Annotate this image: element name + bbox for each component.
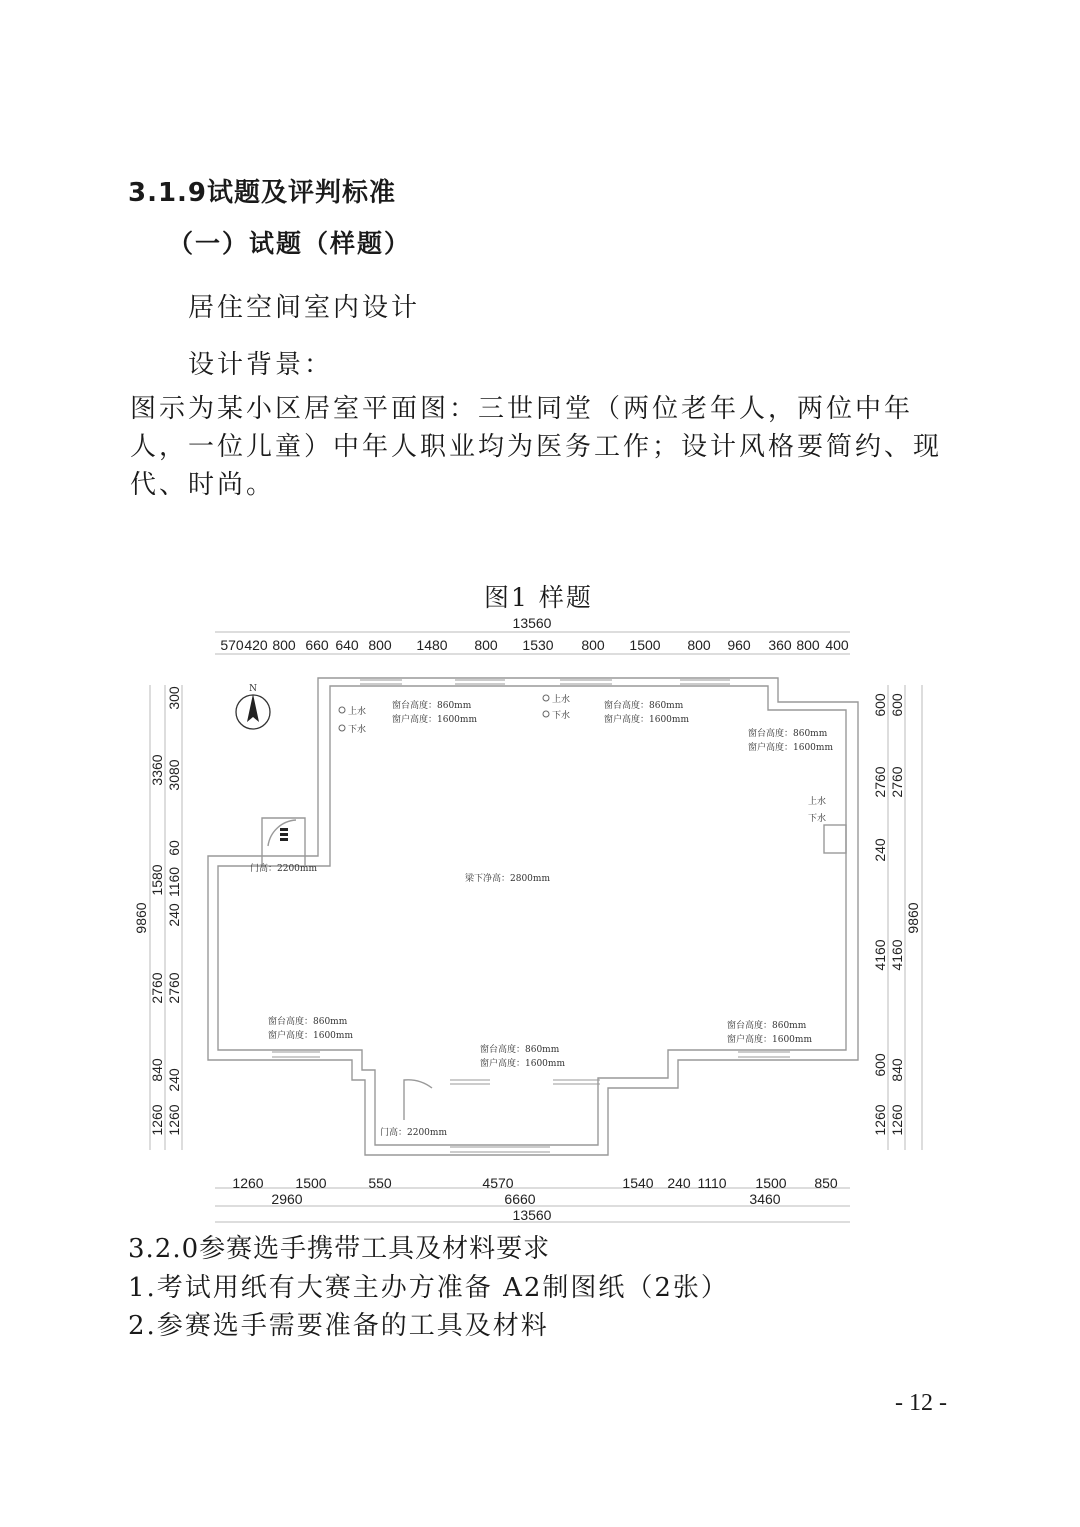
north-label: N: [249, 684, 257, 694]
water-up-note: 上水: [348, 707, 367, 717]
top-dim: 800: [272, 637, 296, 653]
notes: [250, 693, 833, 1138]
bottom-dim: 850: [814, 1175, 838, 1191]
top-dims: [220, 637, 849, 653]
top-dim: 570: [220, 637, 244, 653]
left-inner-dim: 60: [166, 840, 182, 856]
sill-note: 窗台高度：860mm: [268, 1017, 348, 1027]
window-note: 窗户高度：1600mm: [748, 743, 833, 753]
right-inner-dim: 600: [872, 693, 888, 717]
right-inner-dim: 2760: [872, 766, 888, 798]
top-dim: 1500: [629, 637, 661, 653]
right-total-dim: 9860: [905, 902, 921, 934]
right-outer-dim: 2760: [889, 766, 905, 798]
bottom-dim: 1110: [697, 1175, 727, 1191]
figure-caption: 图1 样题: [484, 583, 593, 612]
bottom-dims: [232, 1175, 837, 1223]
left-outer-dim: 3360: [149, 754, 165, 786]
water-down-note: 下水: [552, 711, 571, 721]
right-outer-dim: 840: [889, 1058, 905, 1082]
floor-plan: [0, 610, 1080, 1225]
bottom-sub-dim: 2960: [271, 1191, 303, 1207]
section2-title: 3.2.0参赛选手携带工具及材料要求: [128, 1234, 551, 1264]
sill-note: 窗台高度：860mm: [480, 1045, 560, 1055]
bottom-sub-dim: 3460: [749, 1191, 781, 1207]
right-inner-dim: 4160: [872, 939, 888, 971]
sill-note: 窗台高度：860mm: [604, 701, 684, 711]
top-dim: 360: [768, 637, 792, 653]
bottom-sub-dim: 6660: [504, 1191, 536, 1207]
top-dim: 660: [305, 637, 329, 653]
water-down-note: 下水: [348, 725, 367, 735]
right-shaft: [824, 825, 846, 853]
beam-note: 梁下净高：2800mm: [465, 874, 550, 884]
water-up-note: 上水: [808, 797, 827, 807]
top-dim: 420: [244, 637, 268, 653]
left-inner-dim: 1260: [166, 1104, 182, 1136]
top-dim: 800: [687, 637, 711, 653]
window-note: 窗户高度：1600mm: [268, 1031, 353, 1041]
bottom-dim: 550: [368, 1175, 392, 1191]
top-total-dim: 13560: [512, 615, 552, 631]
stair-icon: [280, 828, 288, 841]
right-inner-dim: 240: [872, 838, 888, 862]
left-outer-dim: 1580: [149, 864, 165, 896]
task-name: 居住空间室内设计: [188, 293, 421, 323]
bottom-total-dim: 13560: [512, 1207, 552, 1223]
left-outer-dim: 2760: [149, 972, 165, 1004]
top-dim: 800: [368, 637, 392, 653]
right-inner-dim: 1260: [872, 1104, 888, 1136]
right-outer-dim: 1260: [889, 1104, 905, 1136]
top-dim: 800: [581, 637, 605, 653]
top-dim: 1530: [522, 637, 554, 653]
bottom-dim: 1260: [232, 1175, 264, 1191]
top-dim: 960: [727, 637, 751, 653]
top-dim: 400: [825, 637, 849, 653]
bottom-dim: 1500: [295, 1175, 327, 1191]
bottom-dim: 240: [667, 1175, 691, 1191]
left-outer-dim: 1260: [149, 1104, 165, 1136]
bottom-door-arc: [404, 1080, 432, 1120]
subsection-title: （一）试题（样题）: [168, 229, 412, 258]
left-inner-dim: 3080: [166, 759, 182, 791]
left-outer-dim: 840: [149, 1058, 165, 1082]
left-inner-dim: 240: [166, 903, 182, 927]
left-inner-dim: 2760: [166, 972, 182, 1004]
sill-note: 窗台高度：860mm: [727, 1021, 807, 1031]
section-title: 3.1.9试题及评判标准: [128, 178, 397, 208]
list-item-2: 2.参赛选手需要准备的工具及材料: [128, 1311, 549, 1341]
sill-note: 窗台高度：860mm: [392, 701, 472, 711]
door-note: 门高：2200mm: [380, 1128, 447, 1138]
bottom-dim: 1540: [622, 1175, 654, 1191]
background-text: 图示为某小区居室平面图：三世同堂（两位老年人，两位中年 人，一位儿童）中年人职业均为医务工作；设计风格要简约、现代、时尚。: [130, 394, 943, 500]
window-note: 窗户高度：1600mm: [604, 715, 689, 725]
bottom-dim: 1500: [755, 1175, 787, 1191]
window-note: 窗户高度：1600mm: [392, 715, 477, 725]
top-dim: 640: [335, 637, 359, 653]
right-outer-dim: 600: [889, 693, 905, 717]
right-outer-dim: 4160: [889, 939, 905, 971]
window-note: 窗户高度：1600mm: [480, 1059, 565, 1069]
window-note: 窗户高度：1600mm: [727, 1035, 812, 1045]
left-inner-dim: 240: [166, 1068, 182, 1092]
sill-note: 窗台高度：860mm: [748, 729, 828, 739]
right-inner-dim: 600: [872, 1053, 888, 1077]
bottom-dim: 4570: [482, 1175, 514, 1191]
top-dim: 800: [474, 637, 498, 653]
top-dim: 1480: [416, 637, 448, 653]
inner-wall: [218, 686, 846, 1145]
background-label: 设计背景：: [188, 350, 334, 380]
top-windows: [360, 680, 730, 684]
door-note: 门高：2200mm: [250, 864, 317, 874]
list-item-1: 1.考试用纸有大赛主办方准备 A2制图纸（2张）: [128, 1273, 729, 1303]
left-total-dim: 9860: [133, 902, 149, 934]
left-inner-dim: 300: [166, 686, 182, 710]
left-inner-dim: 1160: [166, 866, 182, 898]
water-up-note: 上水: [552, 695, 571, 705]
north-arrow-icon: [236, 684, 270, 729]
water-down-note: 下水: [808, 814, 827, 824]
top-dim: 800: [796, 637, 820, 653]
page-number: - 12 -: [895, 1390, 947, 1416]
